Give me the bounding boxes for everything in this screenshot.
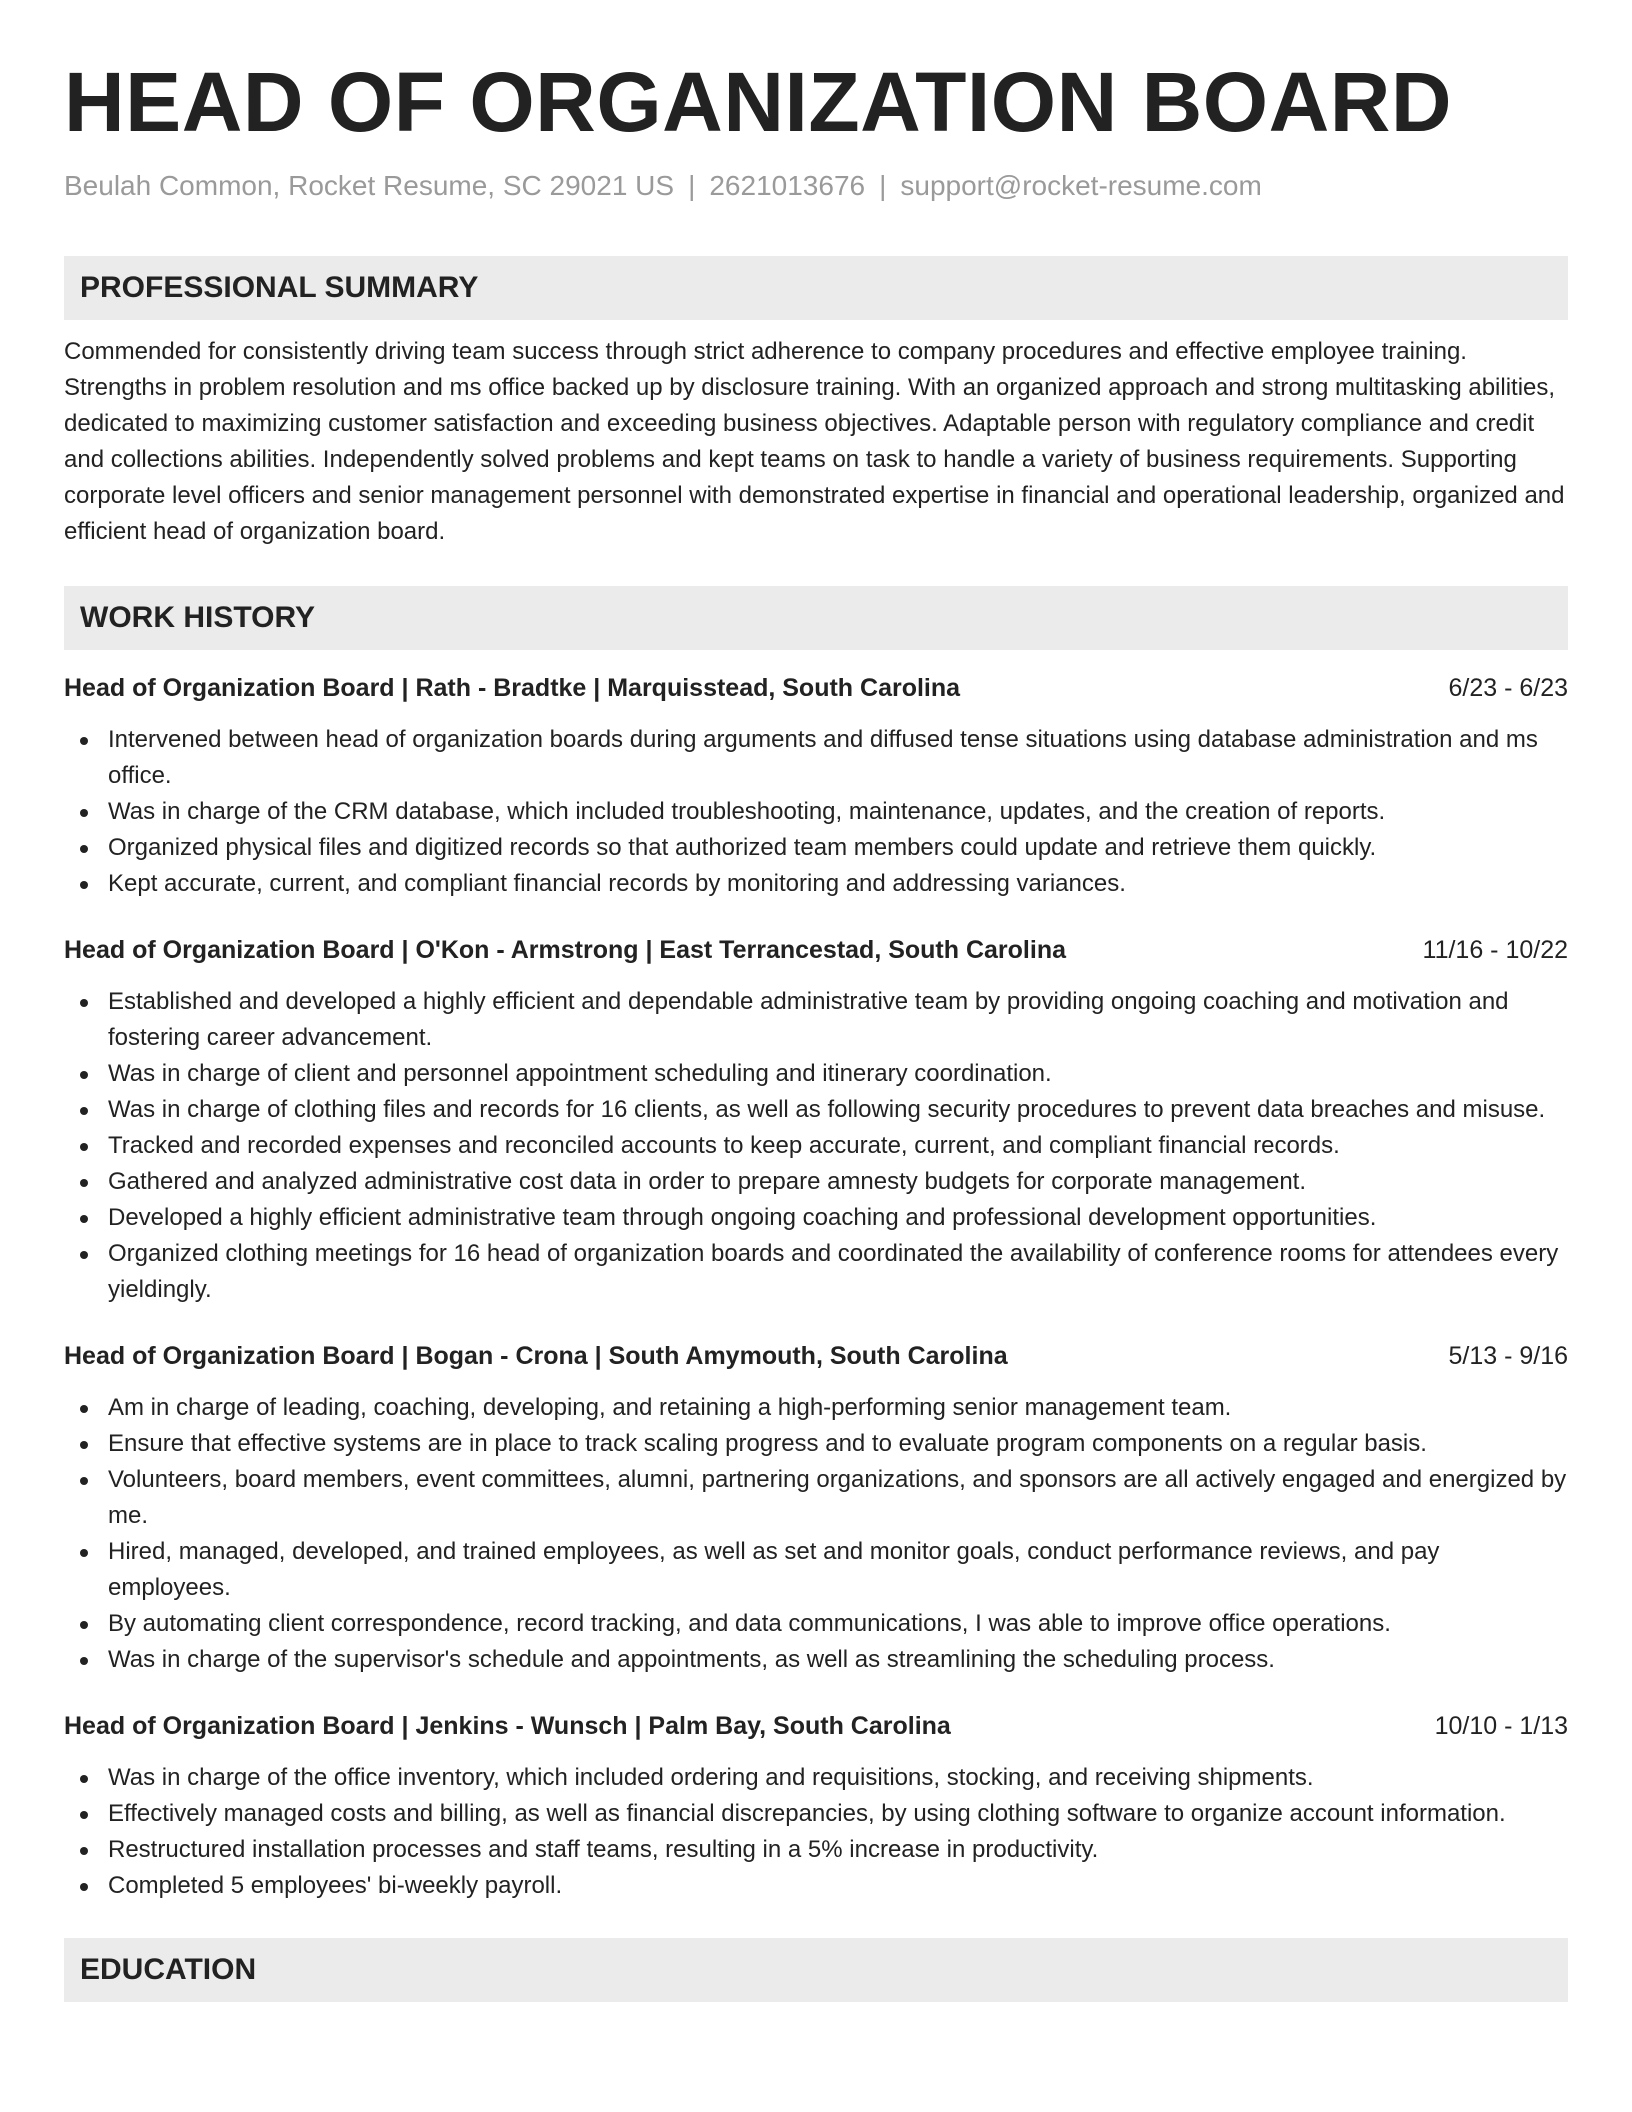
job-dates: 6/23 - 6/23 xyxy=(1448,674,1568,702)
job-bullet: Effectively managed costs and billing, as well as financial discrepancies, by using clothing software to organize account information. xyxy=(64,1796,1568,1832)
job-title: Head of Organization Board | Bogan - Crona | South Amymouth, South Carolina xyxy=(64,1342,1008,1370)
job-dates: 10/10 - 1/13 xyxy=(1434,1712,1568,1740)
job-header xyxy=(64,670,1568,706)
job-bullet: Was in charge of the CRM database, which included troubleshooting, maintenance, updates, and the creation of reports. xyxy=(64,794,1568,830)
job-bullet: Am in charge of leading, coaching, developing, and retaining a high-performing senior management team. xyxy=(64,1390,1568,1426)
contact-line xyxy=(64,168,1568,204)
job-bullet: Volunteers, board members, event committees, alumni, partnering organizations, and sponsors are all actively engaged and energized by me. xyxy=(64,1462,1568,1534)
contact-email: support@rocket-resume.com xyxy=(900,170,1262,201)
contact-separator: | xyxy=(688,170,696,201)
job-bullet-list xyxy=(64,1760,1568,1904)
section-heading-summary: PROFESSIONAL SUMMARY xyxy=(64,256,1568,320)
job-bullet: Tracked and recorded expenses and reconciled accounts to keep accurate, current, and compliant financial records. xyxy=(64,1128,1568,1164)
section-heading-work-history: WORK HISTORY xyxy=(64,586,1568,650)
contact-separator: | xyxy=(879,170,887,201)
job-bullet: Was in charge of clothing files and records for 16 clients, as well as following security procedures to prevent data breaches and misuse. xyxy=(64,1092,1568,1128)
job-bullet: Ensure that effective systems are in place to track scaling progress and to evaluate program components on a regular basis. xyxy=(64,1426,1568,1462)
job-title: Head of Organization Board | Rath - Bradtke | Marquisstead, South Carolina xyxy=(64,674,961,702)
job-bullet: Organized physical files and digitized records so that authorized team members could update and retrieve them quickly. xyxy=(64,830,1568,866)
job-bullet: Organized clothing meetings for 16 head of organization boards and coordinated the availability of conference rooms for attendees every yieldingly. xyxy=(64,1236,1568,1308)
job-bullet-list xyxy=(64,984,1568,1308)
job-bullet: Completed 5 employees' bi-weekly payroll. xyxy=(64,1868,1568,1904)
job-bullet: Was in charge of the office inventory, which included ordering and requisitions, stocking, and receiving shipments. xyxy=(64,1760,1568,1796)
contact-address: Beulah Common, Rocket Resume, SC 29021 US xyxy=(64,170,675,201)
section-heading-education: EDUCATION xyxy=(64,1938,1568,2002)
job-entry xyxy=(64,1338,1568,1678)
job-bullet: Restructured installation processes and staff teams, resulting in a 5% increase in productivity. xyxy=(64,1832,1568,1868)
job-entry xyxy=(64,670,1568,902)
job-title: Head of Organization Board | O'Kon - Armstrong | East Terrancestad, South Carolina xyxy=(64,936,1067,964)
job-header xyxy=(64,932,1568,968)
job-entry xyxy=(64,1708,1568,1904)
job-bullet: Was in charge of the supervisor's schedule and appointments, as well as streamlining the scheduling process. xyxy=(64,1642,1568,1678)
job-bullet: Gathered and analyzed administrative cost data in order to prepare amnesty budgets for corporate management. xyxy=(64,1164,1568,1200)
job-dates: 5/13 - 9/16 xyxy=(1448,1342,1568,1370)
job-header xyxy=(64,1708,1568,1744)
job-header xyxy=(64,1338,1568,1374)
job-bullet-list xyxy=(64,722,1568,902)
job-bullet: Kept accurate, current, and compliant financial records by monitoring and addressing variances. xyxy=(64,866,1568,902)
job-bullet: Hired, managed, developed, and trained employees, as well as set and monitor goals, conduct performance reviews, and pay employees. xyxy=(64,1534,1568,1606)
job-title: Head of Organization Board | Jenkins - Wunsch | Palm Bay, South Carolina xyxy=(64,1712,951,1740)
job-bullet: By automating client correspondence, record tracking, and data communications, I was able to improve office operations. xyxy=(64,1606,1568,1642)
job-entry xyxy=(64,932,1568,1308)
job-bullet-list xyxy=(64,1390,1568,1678)
job-bullet: Was in charge of client and personnel appointment scheduling and itinerary coordination. xyxy=(64,1056,1568,1092)
job-bullet: Established and developed a highly efficient and dependable administrative team by providing ongoing coaching and motivation and fostering career advancement. xyxy=(64,984,1568,1056)
job-dates: 11/16 - 10/22 xyxy=(1422,936,1568,964)
summary-text: Commended for consistently driving team success through strict adherence to company procedures and effective employee training. Strengths in problem resolution and ms office backed up by disclosure training. With an organized approach and strong multitasking abilities, dedicated to maximizing customer satisfaction and exceeding business objectives. Adaptable person with regulatory compliance and credit and collections abilities. Independently solved problems and kept teams on task to handle a variety of business requirements. Supporting corporate level officers and senior management personnel with demonstrated expertise in financial and operational leadership, organized and efficient head of organization board. xyxy=(64,338,1565,545)
job-bullet: Developed a highly efficient administrative team through ongoing coaching and professional development opportunities. xyxy=(64,1200,1568,1236)
work-history-list xyxy=(64,670,1568,1904)
contact-phone: 2621013676 xyxy=(709,170,866,201)
candidate-name: HEAD OF ORGANIZATION BOARD xyxy=(64,55,1453,149)
job-bullet: Intervened between head of organization boards during arguments and diffused tense situations using database administration and ms office. xyxy=(64,722,1568,794)
